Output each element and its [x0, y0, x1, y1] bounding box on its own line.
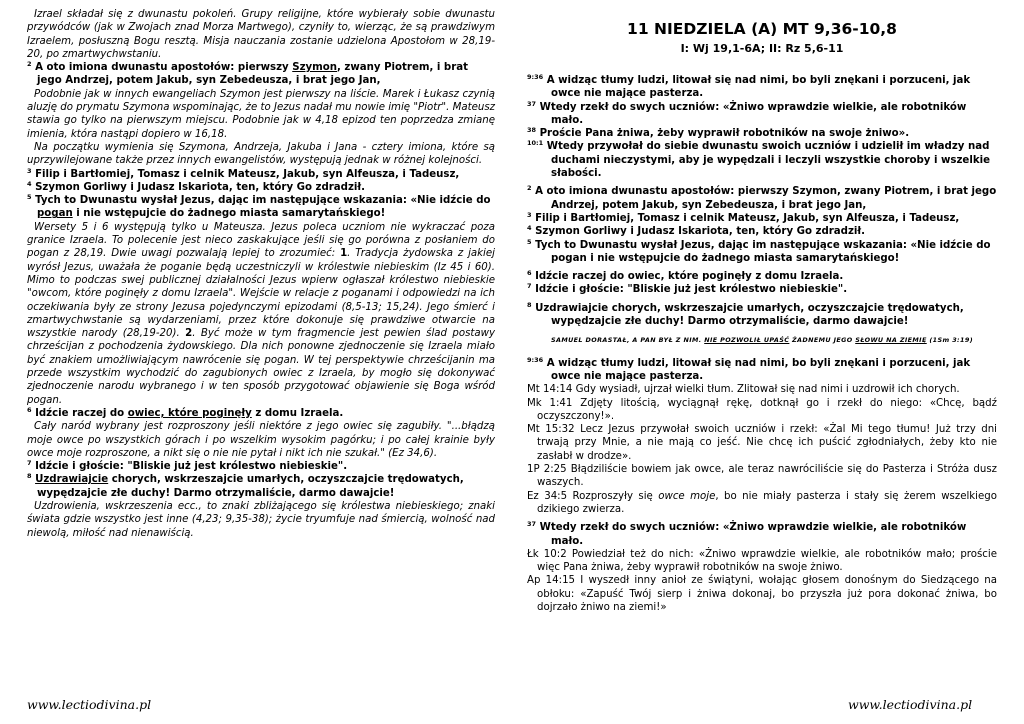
verse-number: 7	[27, 459, 32, 468]
verse-text: Idźcie i głoście: "Bliskie już jest królestwo niebieskie".	[35, 461, 348, 473]
verse-number: 6	[527, 269, 532, 278]
banner-text: ŻADNEMU JEGO	[789, 336, 856, 345]
commentary-paragraph: Na początku wymienia się Szymona, Andrzeja, Jakuba i Jana - cztery imiona, które są uprzywilejowane także przez innych ewangelistów, występują jednak w różnej kolejności.	[27, 141, 495, 167]
parallel-passage: Ap 14:15 I wyszedł inny anioł ze świątyni, wołając głosem donośnym do Siedzącego na obłoku: «Zapuść Twój sierp i żniwa dokonaj, bo przyszła już pora dokonać żniwa, bo dojrzało żniwo na ziemi!»	[527, 575, 997, 613]
commentary-paragraph: Cały naród wybrany jest rozproszony jeśli niektóre z jego owiec się zagubiły. "...błądzą moje owce po wszystkich górach i po wszelkim wysokim pagórku; i po całej krainie były owce moje rozproszone, a nikt się o nie nie pytał i nikt ich nie szukał." (Ez 34,6).	[27, 421, 495, 459]
banner-underlined: SŁOWU NA ZIEMIĘ	[855, 336, 927, 345]
verse-text: Tych to Dwunastu wysłał Jezus, dając im następujące wskazania: «Nie idźcie do pogan i nie wstępujcie do żadnego miasta samarytańskiego!	[535, 239, 991, 264]
quote-banner	[527, 334, 997, 347]
parallel-passage	[527, 490, 997, 517]
passage-text: , bo nie miały pasterza i stały się żerem wszelkiego dzikiego zwierza.	[537, 490, 997, 515]
verse-6	[27, 407, 495, 420]
gospel-verse	[527, 270, 997, 283]
gospel-verse	[527, 283, 997, 296]
verse-number: 8	[27, 472, 32, 481]
verse-text: z domu Izraela.	[251, 407, 344, 419]
footer-url-right: www.lectiodivina.pl	[848, 697, 973, 712]
verse-5	[27, 194, 495, 221]
verse-text: Idźcie raczej do owiec, które poginęły z domu Izraela.	[535, 271, 844, 283]
parallel-passage: 1P 2:25 Błądziliście bowiem jak owce, ale teraz nawróciliście się do Pasterza i Stróża dusz waszych.	[527, 464, 997, 489]
underlined-word: Uzdrawiajcie	[35, 474, 109, 486]
gospel-verse	[527, 101, 997, 128]
verse-number: 7	[527, 282, 532, 291]
verse-number: 9:36	[527, 73, 544, 81]
verse-text: chorych, wskrzeszajcie umarłych, oczyszczajcie trędowatych, wypędzajcie złe duchy! Darmo otrzymaliście, darmo dawajcie!	[37, 474, 464, 499]
readings-subtitle: I: Wj 19,1-6A; II: Rz 5,6-11	[680, 42, 844, 55]
verse-text: A oto imiona dwunastu apostołów: pierwszy	[35, 62, 293, 74]
gospel-verse	[527, 239, 997, 266]
verse-number: 5	[27, 193, 32, 202]
verse-text: A oto imiona dwunastu apostołów: pierwszy Szymon, zwany Piotrem, i brat jego Andrzej, potem Jakub, syn Zebedeusza, i brat jego Jan,	[535, 186, 997, 211]
verse-number: 2	[27, 60, 32, 69]
commentary-paragraph: Podobnie jak w innych ewangeliach Szymon jest pierwszy na liście. Marek i Łukasz czynią aluzję do prymatu Szymona wspominając, że to Jezus nadał mu nowie imię "Piotr". Mateusz stawia go tylko na pierwszym miejscu. Podobnie jak w 4,18 epizod ten poprzedza zmianę imienia, która nastąpi dopiero w 16,18.	[27, 88, 495, 140]
gospel-verse	[527, 74, 997, 101]
underlined-word: Szymon	[292, 62, 338, 74]
commentary-text: . Być może w tym fragmencie jest pewien ślad postawy chrześcijan z pochodzenia żydowskiego. Dla nich ponowne zjednoczenie się Izraela miało być znakiem umożliwiającym nawrócenie się pogan. W tej perspektywie chrześcijanin ma przede wszystkim wychodzić do zagubionych owiec z Izraela, by mogło się dokonywać zjednoczenie narodu wybranego i w ten sposób przygotować objawienie się Boga wśród pogan.	[27, 328, 495, 406]
page-title: 11 NIEDZIELA (A) MT 9,36-10,8	[627, 20, 897, 38]
commentary-column	[27, 8, 495, 540]
underlined-word: pogan	[37, 208, 73, 220]
verse-number: 37	[527, 99, 537, 108]
banner-reference: (1Sm 3:19)	[926, 336, 974, 345]
verse-3	[27, 168, 495, 181]
verse-number: 3	[527, 210, 532, 219]
verse-text: i nie wstępujcie do żadnego miasta samarytańskiego!	[72, 208, 386, 220]
verse-text: Uzdrawiajcie chorych, wskrzeszajcie umarłych, oczyszczajcie trędowatych, wypędzajcie złe duchy! Darmo otrzymaliście, darmo dawajcie!	[535, 302, 964, 328]
verse-text: Idźcie i głoście: "Bliskie już jest królestwo niebieskie".	[535, 284, 848, 296]
verse-text: Idźcie raczej do	[35, 407, 128, 419]
gospel-verse	[527, 521, 997, 548]
verse-text: Wtedy rzekł do swych uczniów: «Żniwo wprawdzie wielkie, ale robotników mało.	[539, 522, 967, 547]
reading-column	[527, 8, 997, 614]
parallel-passage: Łk 10:2 Powiedział też do nich: «Żniwo wprawdzie wielkie, ale robotników mało; proście więc Pana żniwa, żeby wyprawił robotników na swoje żniwo.	[527, 548, 997, 574]
point-number: 2	[185, 328, 193, 340]
verse-number: 4	[27, 179, 32, 188]
banner-text: SAMUEL DORASTAŁ, A PAN BYŁ Z NIM.	[550, 336, 705, 345]
verse-text: Wtedy rzekł do swych uczniów: «Żniwo wprawdzie wielkie, ale robotników mało.	[539, 101, 967, 126]
commentary-paragraph: Izrael składał się z dwunastu pokoleń. Grupy religijne, które wybierały sobie dwunastu przywódców (jak w Zwojach znad Morza Martwego), czyniły to, wierząc, że są prawdziwym Izraelem, posłuszną Bogu resztą. Misja nauczania zostanie udzielona Apostołom w 28,19-20, po zmartwychwstaniu.	[27, 9, 495, 60]
verse-number: 38	[527, 126, 537, 135]
footer-url-left: www.lectiodivina.pl	[27, 697, 152, 712]
verse-text: Szymon Gorliwy i Judasz Iskariota, ten, który Go zdradził.	[535, 226, 866, 238]
verse-2	[27, 61, 495, 88]
verse-number: 9:36	[527, 355, 544, 364]
commentary-text: Wersety 5 i 6 występują tylko u Mateusza. Jezus poleca uczniom nie wykraczać poza granice Izraela. To polecenie jest nieco zaskakujące jeśli się go porówna z posłaniem do pogan z 28,19. Dwie uwagi pozwalają lepiej to zrozumieć:	[27, 221, 495, 260]
gospel-verse	[527, 225, 997, 238]
parallel-passage: Mt 14:14 Gdy wysiadł, ujrzał wielki tłum. Zlitował się nad nimi i uzdrowił ich chorych.	[527, 384, 960, 396]
verse-text: , zwany Piotrem, i brat jego Andrzej, potem Jakub, syn Zebedeusza, i brat jego Jan,	[37, 62, 468, 87]
verse-text: Filip i Bartłomiej, Tomasz i celnik Mateusz, Jakub, syn Alfeusza, i Tadeusz,	[35, 168, 460, 180]
verse-text: Wtedy przywołał do siebie dwunastu swoich uczniów i udzielił im władzy nad duchami nieczystymi, aby je wypędzali i leczyli wszystkie choroby i wszelkie słabości.	[546, 141, 991, 180]
parallel-passage: Mt 15:32 Lecz Jezus przywołał swoich uczniów i rzekł: «Żal Mi tego tłumu! Już trzy dni trwają przy Mnie, a nie mają co jeść. Nie chcę ich puścić zgłodniałych, żeby kto nie zasłabł w drodze».	[527, 424, 997, 462]
gospel-verse	[527, 212, 997, 225]
commentary-paragraph: Uzdrowienia, wskrzeszenia ecc., to znaki zbliżającego się królestwa niebieskiego; znaki świata gdzie wszystko jest inne (4,23; 9,35-38); życie tryumfuje nad śmiercią, wolność nad niewolą, miłość nad nienawiścią.	[27, 500, 495, 539]
gospel-verse	[527, 127, 997, 140]
verse-text: Tych to Dwunastu wysłał Jezus, dając im następujące wskazania: «Nie idźcie do	[35, 195, 491, 207]
verse-number: 3	[27, 166, 32, 175]
verse-number: 10:1	[527, 139, 544, 148]
point-number: 1	[340, 248, 348, 260]
verse-4	[27, 181, 495, 194]
verse-text: A widząc tłumy ludzi, litował się nad nimi, bo byli znękani i porzuceni, jak owce nie mające pasterza.	[546, 75, 971, 100]
verse-8	[27, 473, 495, 500]
verse-number: 5	[527, 237, 532, 246]
verse-text: Proście Pana żniwa, żeby wyprawił robotników na swoje żniwo».	[539, 128, 910, 140]
commentary-paragraph	[27, 221, 495, 407]
commentary-text: . Tradycja żydowska z jakiej wyrósł Jezus, uważała że poganie będą uczestniczyli w królestwie niebieskim (Iz 45 i 60). Mimo to podczas swej publicznej działalności Jezus wpierw ogłaszał królestwo niebieskie "owcom, które poginęły z domu Izraela". Wejście w relacje z poganami i odpowiedzi na ich oczekiwania były ze strony Jezusa pojedynczymi epizodami (8,5-13; 15,24). Jego śmierć i zmartwychwstanie są wydarzeniami, przez które dokonuje się prawdziwe otwarcie na wszystkie narody (28,19-20).	[27, 248, 495, 340]
verse-number: 4	[527, 224, 532, 233]
gospel-verse	[527, 140, 997, 180]
verse-number: 8	[527, 300, 532, 309]
passage-emphasis: owce moje	[658, 490, 716, 502]
parallel-passage: Mk 1:41 Zdjęty litością, wyciągnął rękę, dotknął go i rzekł do niego: «Chcę, bądź oczyszczony!».	[527, 397, 997, 422]
underlined-word: owiec, które poginęły	[127, 407, 252, 419]
verse-number: 37	[527, 520, 537, 529]
banner-underlined: NIE POZWOLIŁ UPAŚĆ	[704, 336, 790, 345]
gospel-verse	[527, 185, 997, 212]
gospel-verse	[527, 357, 997, 384]
verse-text: Filip i Bartłomiej, Tomasz i celnik Mateusz, Jakub, syn Alfeusza, i Tadeusz,	[535, 212, 960, 224]
gospel-verse	[527, 302, 997, 329]
verse-text: Szymon Gorliwy i Judasz Iskariota, ten, który Go zdradził.	[35, 181, 366, 193]
verse-7	[27, 460, 495, 473]
verse-number: 2	[527, 184, 532, 193]
passage-text: Ez 34:5 Rozproszyły się	[527, 490, 659, 502]
verse-text: A widząc tłumy ludzi, litował się nad nimi, bo byli znękani i porzuceni, jak owce nie mające pasterza.	[546, 357, 971, 382]
verse-number: 6	[27, 405, 32, 414]
